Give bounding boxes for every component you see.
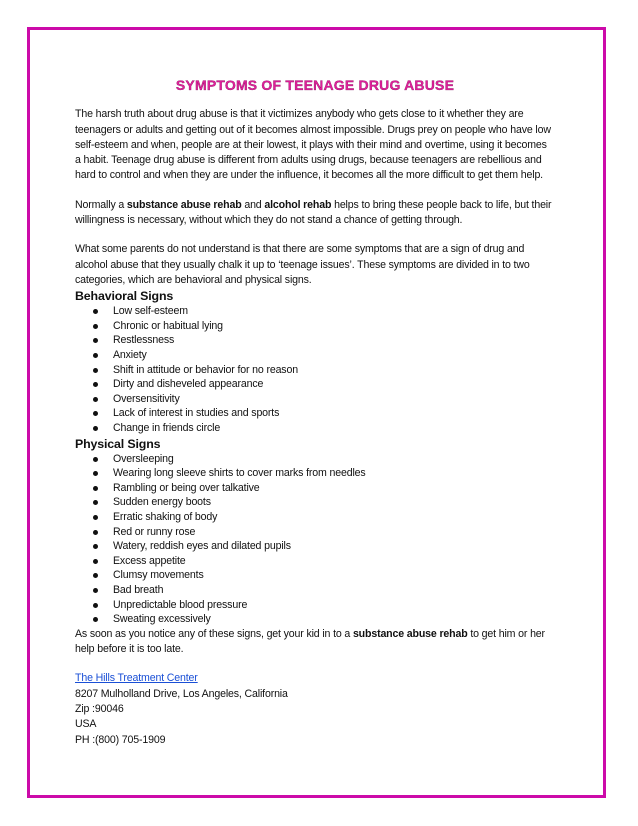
list-item: Wearing long sleeve shirts to cover marks from needles xyxy=(75,466,555,481)
list-item: Anxiety xyxy=(75,348,555,363)
list-item: Red or runny rose xyxy=(75,525,555,540)
document-title-text: SYMPTOMS OF TEENAGE DRUG ABUSE xyxy=(175,77,455,93)
list-item: Lack of interest in studies and sports xyxy=(75,406,555,421)
list-item: Dirty and disheveled appearance xyxy=(75,377,555,392)
intro-paragraph: The harsh truth about drug abuse is that it victimizes anybody who gets close to it whether they are teenagers or adults and getting out of it becomes almost impossible. Drugs prey on people who have low self-esteem and when, people are at their lowest, it plays with their mind and overtime, using it becomes a habit. Teenage drug abuse is different from adults using drugs, because teenagers are rebellious and hard to control and when they are under the influence, it becomes all the more difficult to get them help. xyxy=(75,108,551,182)
rehab-paragraph xyxy=(75,198,555,229)
rehab-text-1: Normally a xyxy=(75,198,127,211)
physical-signs-heading: Physical Signs xyxy=(75,436,161,451)
list-item: Restlessness xyxy=(75,333,555,348)
list-item: Chronic or habitual lying xyxy=(75,319,555,334)
treatment-center-link[interactable]: The Hills Treatment Center xyxy=(75,672,198,685)
behavioral-signs-heading: Behavioral Signs xyxy=(75,289,174,304)
list-item: Shift in attitude or behavior for no reason xyxy=(75,363,555,378)
list-item: Erratic shaking of body xyxy=(75,510,555,525)
list-item: Unpredictable blood pressure xyxy=(75,598,555,613)
list-item: Oversensitivity xyxy=(75,392,555,407)
contact-zip: Zip :90046 xyxy=(75,702,124,715)
list-item: Excess appetite xyxy=(75,554,555,569)
contact-block xyxy=(75,671,555,747)
list-item: Rambling or being over talkative xyxy=(75,481,555,496)
rehab-text-2: and xyxy=(241,198,265,211)
list-item: Sweating excessively xyxy=(75,612,555,627)
list-item: Change in friends circle xyxy=(75,421,555,436)
closing-rehab-term: substance abuse rehab xyxy=(352,627,468,640)
list-item: Oversleeping xyxy=(75,452,555,467)
substance-abuse-rehab-term: substance abuse rehab xyxy=(126,198,242,211)
list-item: Watery, reddish eyes and dilated pupils xyxy=(75,539,555,554)
rehab-text-3: helps to bring these people back to life, but their willingness is necessary, without which they do not stand a chance of getting through. xyxy=(75,198,552,227)
list-item: Sudden energy boots xyxy=(75,495,555,510)
closing-text-2: to get him or her help before it is too late. xyxy=(75,627,545,656)
closing-paragraph xyxy=(75,627,555,658)
physical-signs-list xyxy=(75,452,555,627)
list-item: Clumsy movements xyxy=(75,568,555,583)
list-item: Low self-esteem xyxy=(75,304,555,319)
contact-address: 8207 Mulholland Drive, Los Angeles, California xyxy=(75,687,288,700)
closing-text-1: As soon as you notice any of these signs, get your kid in to a xyxy=(75,627,353,640)
alcohol-rehab-term: alcohol rehab xyxy=(264,198,332,211)
contact-country: USA xyxy=(75,718,97,731)
list-item: Bad breath xyxy=(75,583,555,598)
document-title xyxy=(75,78,555,93)
parents-paragraph: What some parents do not understand is that there are some symptoms that are a sign of drug and alcohol abuse that they usually chalk it up to ‘teenage issues’. These symptoms are divided in to two categories, which are behavioral and physical signs. xyxy=(75,243,530,286)
document-body xyxy=(75,78,555,748)
behavioral-signs-list xyxy=(75,304,555,435)
contact-phone: PH :(800) 705-1909 xyxy=(75,733,166,746)
